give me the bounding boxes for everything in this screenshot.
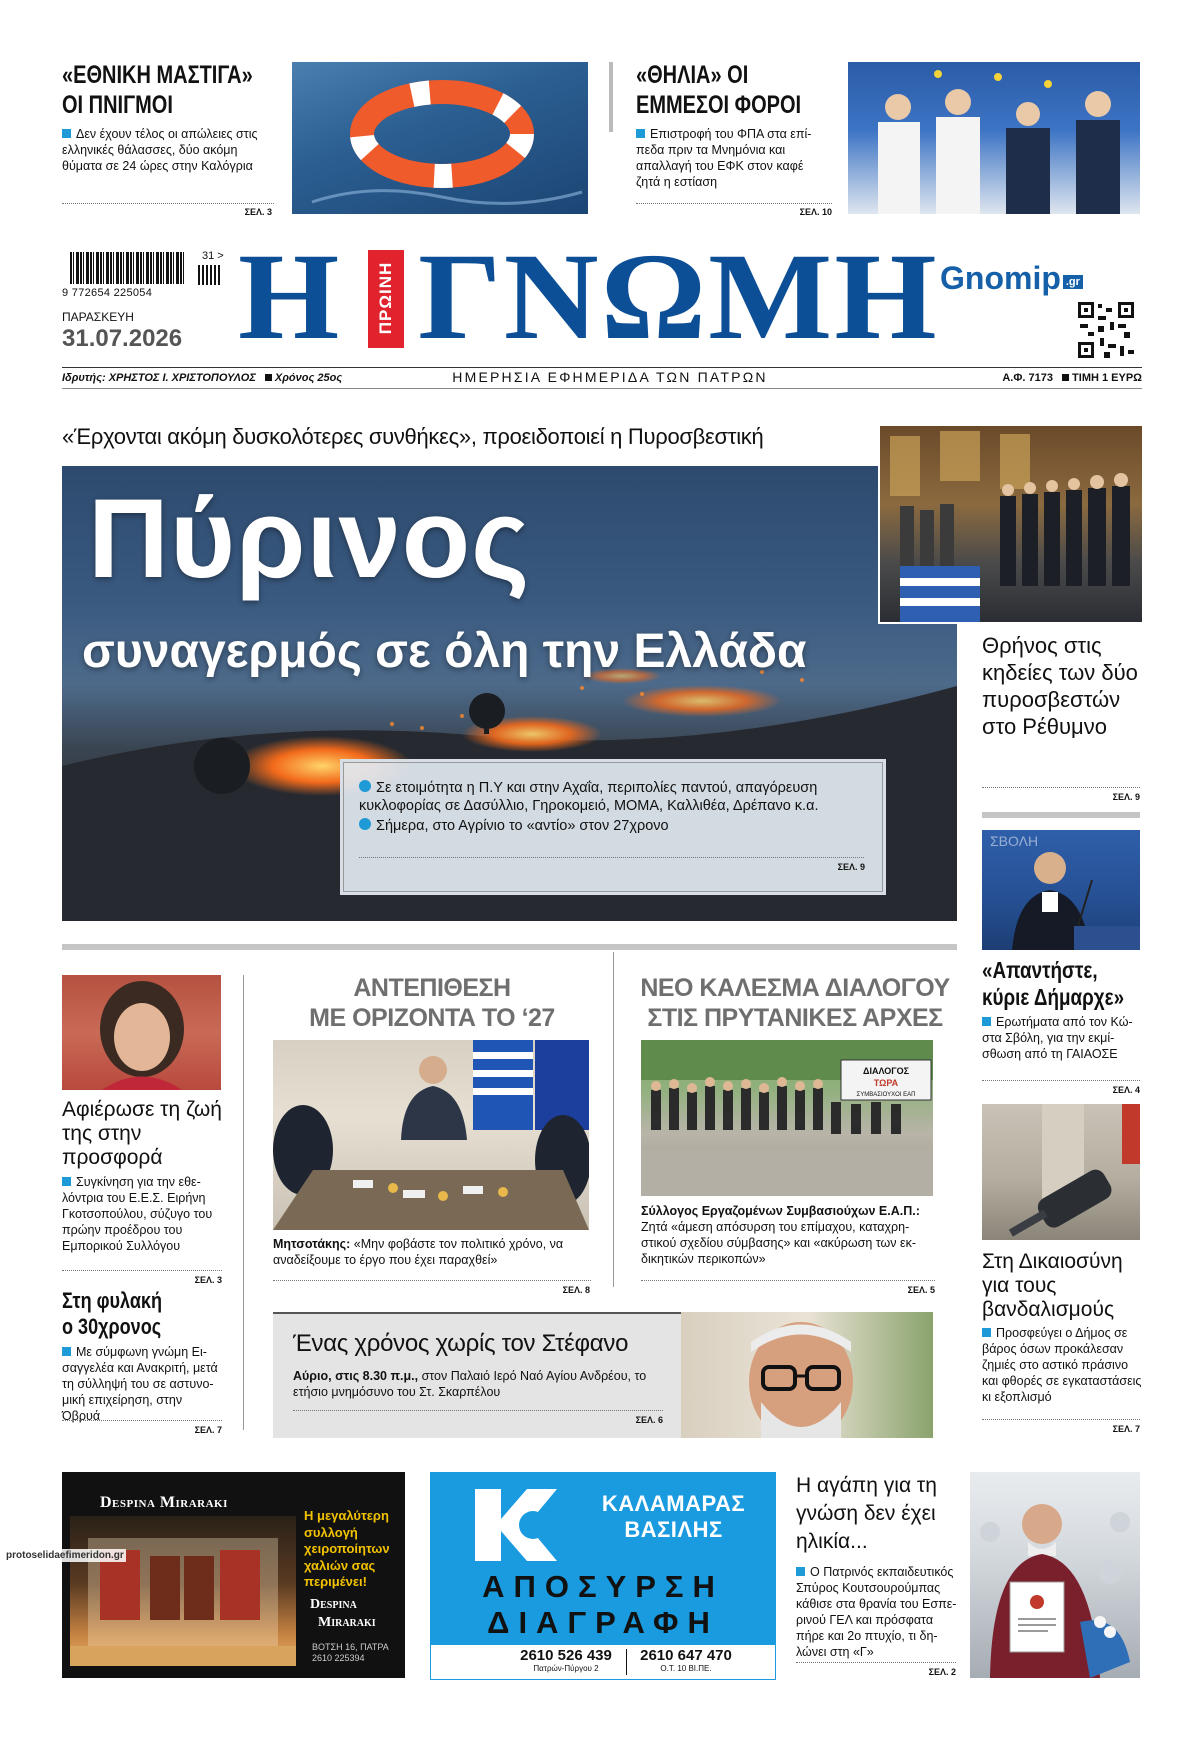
logo-line: Despina bbox=[310, 1597, 357, 1612]
graduate-photo[interactable] bbox=[970, 1472, 1140, 1678]
page-ref: ΣΕΛ. 8 bbox=[562, 1285, 590, 1295]
page-ref: ΣΕΛ. 7 bbox=[194, 1425, 222, 1435]
watermark: protoselidaefimeridon.gr bbox=[6, 1550, 124, 1561]
divider bbox=[293, 1410, 663, 1411]
funeral-photo[interactable] bbox=[878, 424, 1144, 624]
ad-phone-2[interactable] bbox=[626, 1647, 746, 1673]
svg-text:ΣΥΜΒΑΣΙΟΥΧΟΙ ΕΑΠ: ΣΥΜΒΑΣΙΟΥΧΟΙ ΕΑΠ bbox=[856, 1092, 916, 1098]
ad-brand: Despina Miraraki bbox=[100, 1494, 228, 1511]
politicians-photo bbox=[848, 62, 1140, 214]
story-title-line: ΑΝΤΕΠΙΘΕΣΗ bbox=[353, 974, 511, 1002]
vandalism-photo[interactable] bbox=[982, 1104, 1140, 1240]
cabinet-photo[interactable] bbox=[273, 1040, 589, 1230]
page-ref: ΣΕΛ. 7 bbox=[1112, 1424, 1140, 1434]
kb-logo-icon bbox=[471, 1485, 561, 1565]
caption-text: Ζητά «άμεση απόσυρση του επίμαχου, καταχρηστικού σχεδίου σύμβασης» και «ακύρωση των εκδικητικών περικοπών» bbox=[641, 1220, 917, 1266]
teaser-text: Δεν έχουν τέλος οι απώλειες στις ελληνικές θάλασσες, δύο ακόμη θύματα σε 24 ώρες στην Καλόγρια bbox=[62, 127, 258, 173]
teaser-taxes[interactable] bbox=[636, 60, 836, 220]
proini-label: ΠΡΩΙΝΗ bbox=[376, 261, 395, 335]
masthead-title bbox=[238, 228, 978, 365]
story-text: Ο Πατρινός εκπαιδευτικός Σπύρος Κουτσουρούμπας κάθισε στα θρανία του Εσπερινού ΓΕΛ και πρόσφατα πήρε και 2ο πτυχίο, τι δηλώνει στη «Γ» bbox=[796, 1565, 957, 1659]
meeting-scene bbox=[273, 1040, 589, 1230]
phone-location: Πατρών-Πύργου 2 bbox=[533, 1664, 599, 1673]
svg-text:ΔΙΑΛΟΓΟΣ: ΔΙΑΛΟΓΟΣ bbox=[862, 1066, 910, 1076]
proini-box bbox=[368, 250, 404, 348]
story-title: Η αγάπη για τη γνώση δεν έχει ηλικία... bbox=[796, 1474, 937, 1553]
funeral-scene bbox=[880, 426, 1142, 622]
lead-headline: Πύρινος bbox=[88, 476, 531, 601]
divider bbox=[62, 1420, 222, 1421]
story-text: Προσφεύγει ο Δήμος σε βάρος όσων προκάλεσαν ζημιές στο αστικό πράσινο και φθορές σε εγκαταστάσεις κι εξοπλισμό bbox=[982, 1326, 1142, 1404]
phone: 2610 225394 bbox=[312, 1653, 365, 1663]
portrait bbox=[681, 1312, 933, 1438]
svg-text:ΤΩΡΑ: ΤΩΡΑ bbox=[873, 1078, 899, 1088]
svg-text:ΣΒΟΛΗ: ΣΒΟΛΗ bbox=[990, 833, 1039, 849]
shop-photo bbox=[70, 1516, 296, 1666]
bullet-icon bbox=[359, 818, 371, 830]
year: Χρόνος 25ος bbox=[274, 372, 343, 384]
masthead-rule bbox=[62, 367, 1142, 368]
bullet-icon bbox=[62, 1177, 71, 1186]
story-title-line: ΝΕΟ ΚΑΛΕΣΜΑ ΔΙΑΛΟΓΟΥ bbox=[640, 974, 950, 1002]
page-ref: ΣΕΛ. 10 bbox=[799, 207, 832, 217]
caption-text: «Μην φοβάστε τον πολιτικό χρόνο, να αναδείξουμε το έργο που έχει παραχθεί» bbox=[273, 1237, 564, 1267]
teaser-text: Επιστροφή του ΦΠΑ στα επίπεδα πριν τα Μνημόνια και απαλλαγή του ΕΦΚ στον καφέ ζητά η εστίαση bbox=[636, 127, 812, 189]
bullet-icon bbox=[62, 129, 71, 138]
memorial-details: στον Παλαιό Ιερό Ναό Αγίου Ανδρέου, το ετήσιο μνημόσυνο του Στ. Σκαρπέλου bbox=[293, 1369, 647, 1399]
divider bbox=[982, 1419, 1140, 1420]
masthead-h: Η bbox=[238, 228, 340, 365]
caption-speaker: Σύλλογος Εργαζομένων Συμβασιούχων Ε.Α.Π.: bbox=[641, 1204, 920, 1218]
lead-bullet: Σήμερα, στο Αγρίνιο το «αντίο» στον 27χρονο bbox=[359, 817, 867, 835]
story-union-caption bbox=[641, 1203, 935, 1267]
story-title-line: ΣΤΙΣ ΠΡΥΤΑΝΙΚΕΣ ΑΡΧΕΣ bbox=[647, 1004, 943, 1032]
story-funeral[interactable] bbox=[982, 632, 1140, 740]
graduation-scene bbox=[970, 1472, 1140, 1678]
story-title-line: ο 30χρονος bbox=[62, 1314, 162, 1339]
service-line: ΔΙΑΓΡΑΦΗ bbox=[487, 1605, 719, 1640]
divider bbox=[62, 1270, 222, 1271]
divider bbox=[273, 1280, 591, 1281]
page-ref: ΣΕΛ. 9 bbox=[1112, 792, 1140, 802]
ad-phone-1[interactable] bbox=[501, 1647, 631, 1673]
story-title bbox=[982, 957, 1146, 1011]
ad-service bbox=[431, 1569, 775, 1641]
divider bbox=[636, 203, 832, 204]
column-rule bbox=[613, 952, 614, 1287]
day-label: ΠΑΡΑΣΚΕΥΗ bbox=[62, 310, 134, 324]
story-mayor[interactable] bbox=[982, 957, 1146, 1062]
ad-address bbox=[312, 1642, 402, 1664]
divider bbox=[359, 857, 864, 858]
ad-blue-panel bbox=[431, 1473, 775, 1645]
caption-speaker: Μητσοτάκης: bbox=[273, 1237, 351, 1251]
vertical-rule bbox=[609, 62, 613, 132]
teaser-title bbox=[636, 60, 836, 120]
story-title: Θρήνος στις κηδείες των δύο πυροσβεστών στο Ρέθυμνο bbox=[982, 633, 1138, 739]
story-text: Με σύμφωνη γνώμη Εισαγγελέα και Ανακριτή, μετά τη σύλληψή του σε αστυνομική επιχείρηση, στην Όβρυά bbox=[62, 1345, 218, 1423]
phone-location: Ο.Τ. 10 ΒΙ.ΠΕ. bbox=[660, 1664, 712, 1673]
teaser-title-line: ΕΜΜΕΣΟΙ ΦΟΡΟΙ bbox=[636, 91, 802, 119]
protest-scene bbox=[641, 1040, 933, 1196]
column-rule bbox=[243, 975, 244, 1430]
bullet-icon bbox=[982, 1017, 991, 1026]
memorial-box[interactable] bbox=[273, 1312, 933, 1438]
bullet-icon bbox=[359, 780, 371, 792]
barcode-number: 9 772654 225054 bbox=[62, 287, 153, 299]
name-line: ΒΑΣΙΛΗΣ bbox=[624, 1517, 723, 1542]
divider bbox=[62, 203, 274, 204]
masthead-gnomi: ΓΝΩΜΗ bbox=[418, 228, 939, 365]
page-ref: ΣΕΛ. 6 bbox=[635, 1415, 663, 1425]
section-rule bbox=[982, 812, 1140, 818]
story-title-line: Στη φυλακή bbox=[62, 1288, 162, 1313]
broken-bin-scene bbox=[982, 1104, 1140, 1240]
story-text: Συγκίνηση για την εθελόντρια του Ε.Ε.Σ. Ειρήνη Γκοτσοπούλου, σύζυγο του πρώην προέδρου του Εμπορικού Συλλόγου bbox=[62, 1175, 213, 1253]
lifebuoy-photo bbox=[292, 62, 588, 214]
volunteer-photo[interactable] bbox=[62, 975, 221, 1090]
masthead-rule bbox=[62, 388, 1142, 389]
gnomip-text: Gnomip bbox=[940, 260, 1061, 296]
square-icon bbox=[1062, 374, 1069, 381]
phone: 2610 526 439 bbox=[520, 1647, 612, 1664]
qr-code[interactable] bbox=[1078, 302, 1134, 358]
teaser-title-line: ΟΙ ΠΝΙΓΜΟΙ bbox=[62, 91, 173, 119]
story-prison[interactable] bbox=[62, 1288, 226, 1424]
story-volunteer[interactable] bbox=[62, 1098, 222, 1254]
page-ref: ΣΕΛ. 3 bbox=[194, 1275, 222, 1285]
teaser-title bbox=[62, 60, 270, 120]
portrait bbox=[62, 975, 221, 1090]
divider bbox=[641, 1280, 935, 1281]
story-title-line: κύριε Δήμαρχε» bbox=[982, 984, 1125, 1010]
story-text: Ερωτήματα από τον Κώστα Σβόλη, για την εκμίσθωση από τη ΓΑΙΑΟΣΕ bbox=[982, 1015, 1133, 1061]
address: ΒΟΤΣΗ 16, ΠΑΤΡΑ bbox=[312, 1642, 389, 1652]
teaser-title-line: «ΘΗΛΙΑ» ΟΙ bbox=[636, 61, 749, 89]
mayor-photo[interactable] bbox=[982, 830, 1140, 950]
ad-logo bbox=[310, 1596, 402, 1632]
page-ref: ΣΕΛ. 4 bbox=[1112, 1085, 1140, 1095]
story-title-line: ΜΕ ΟΡΙΖΟΝΤΑ ΤΟ ‘27 bbox=[309, 1004, 555, 1032]
lifebuoy-icon bbox=[292, 62, 588, 214]
page-ref: ΣΕΛ. 9 bbox=[837, 862, 865, 872]
name-line: ΚΑΛΑΜΑΡΑΣ bbox=[601, 1491, 746, 1516]
phone: 2610 647 470 bbox=[640, 1647, 732, 1664]
story-union-title bbox=[630, 973, 960, 1033]
lead-kicker: «Έρχονται ακόμη δυσκολότερες συνθήκες», προειδοποιεί η Πυροσβεστική bbox=[62, 424, 764, 449]
lead-bullets-box bbox=[340, 759, 886, 895]
story-title: Στη Δικαιοσύνη για τους βανδαλισμούς bbox=[982, 1250, 1123, 1321]
issue-number: Α.Φ. 7173 bbox=[1002, 372, 1053, 384]
stefanos-photo bbox=[681, 1312, 933, 1438]
story-title-line: «Απαντήστε, bbox=[982, 957, 1098, 983]
ad-miraraki[interactable] bbox=[62, 1472, 405, 1678]
story-vandalism[interactable] bbox=[982, 1250, 1146, 1405]
bullet-icon bbox=[636, 129, 645, 138]
fire-photo[interactable] bbox=[62, 466, 957, 921]
lead-subhead: συναγερμός σε όλη την Ελλάδα bbox=[82, 625, 807, 678]
ad-text: Η μεγαλύτερη συλλογή χειροποίητων χαλιών σας περιμένει! bbox=[304, 1508, 390, 1589]
shop-window bbox=[70, 1516, 296, 1666]
divider bbox=[982, 787, 1140, 788]
logo-line: Miraraki bbox=[318, 1615, 376, 1630]
issue-mark: 31 > bbox=[202, 250, 224, 262]
bullet-icon bbox=[796, 1567, 805, 1576]
story-title: Αφιέρωσε τη ζωή της στην προσφορά bbox=[62, 1098, 222, 1169]
square-icon bbox=[265, 374, 272, 381]
ad-name bbox=[581, 1491, 766, 1543]
memorial-time: Αύριο, στις 8.30 π.μ., bbox=[293, 1369, 419, 1383]
founder-line bbox=[62, 372, 342, 384]
teaser-title-line: «ΕΘΝΙΚΗ ΜΑΣΤΙΓΑ» bbox=[62, 61, 253, 89]
divider bbox=[982, 1080, 1140, 1081]
memorial-text bbox=[293, 1368, 663, 1400]
story-teacher[interactable] bbox=[796, 1472, 960, 1660]
price: ΤΙΜΗ 1 ΕΥΡΩ bbox=[1072, 372, 1142, 384]
protest-photo[interactable] bbox=[641, 1040, 933, 1196]
issue-barcode bbox=[198, 265, 222, 285]
gnomip-logo[interactable] bbox=[940, 260, 1083, 297]
ad-kalamaras[interactable] bbox=[430, 1472, 776, 1680]
speaker-scene bbox=[982, 830, 1140, 950]
gnomip-gr: .gr bbox=[1063, 275, 1083, 289]
teaser-drowning[interactable] bbox=[62, 60, 272, 220]
lead-bullet: Σε ετοιμότητα η Π.Υ και στην Αχαΐα, περιπολίες παντού, απαγόρευση κυκλοφορίας σε Δασύλλιο, Γηροκομειό, ΜΟΜΑ, Καλλιθέα, Δρέπανο κ.α. bbox=[359, 780, 819, 814]
group-photo bbox=[848, 62, 1140, 214]
page-ref: ΣΕΛ. 3 bbox=[244, 207, 272, 217]
bullet-icon bbox=[62, 1347, 71, 1356]
qr-code-icon bbox=[1078, 302, 1134, 358]
memorial-title: Ένας χρόνος χωρίς τον Στέφανο bbox=[293, 1330, 629, 1357]
masthead-subtitle: ΗΜΕΡΗΣΙΑ ΕΦΗΜΕΡΙΔΑ ΤΩΝ ΠΑΤΡΩΝ bbox=[452, 369, 768, 385]
service-line: ΑΠΟΣΥΡΣΗ bbox=[482, 1569, 724, 1604]
page-ref: ΣΕΛ. 5 bbox=[907, 1285, 935, 1295]
story-mitsotakis-caption bbox=[273, 1236, 589, 1268]
issue-date: 31.07.2026 bbox=[62, 325, 183, 352]
page-ref: ΣΕΛ. 2 bbox=[928, 1667, 956, 1677]
issue-price bbox=[935, 372, 1142, 384]
barcode bbox=[70, 252, 185, 284]
section-rule bbox=[62, 944, 957, 950]
bullet-icon bbox=[982, 1328, 991, 1337]
story-mitsotakis-title bbox=[262, 973, 602, 1033]
story-title bbox=[62, 1288, 226, 1340]
divider bbox=[796, 1662, 956, 1663]
founder: Ιδρυτής: ΧΡΗΣΤΟΣ Ι. ΧΡΙΣΤΟΠΟΥΛΟΣ bbox=[62, 372, 256, 384]
